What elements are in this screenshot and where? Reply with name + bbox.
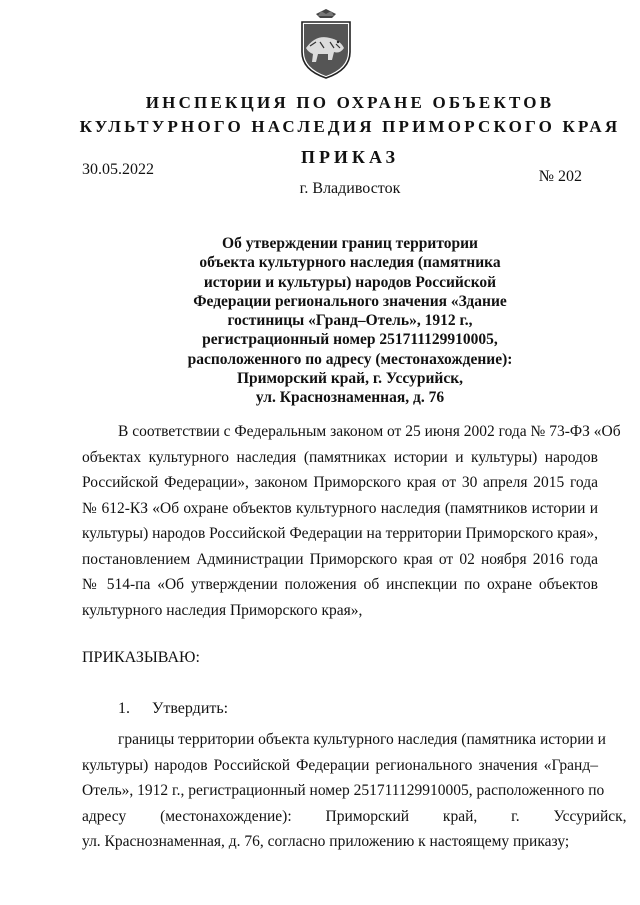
order-directive: ПРИКАЗЫВАЮ: [82, 649, 200, 666]
subject-line: объекта культурного наследия (памятника [199, 254, 501, 272]
subject-line: Приморский край, г. Уссурийск, [236, 370, 464, 388]
primorsky-coat-of-arms-emblem [296, 8, 356, 80]
subject-line: ул. Краснознаменная, д. 76 [255, 389, 445, 407]
subject-line: регистрационный номер 251711129910005, [202, 331, 498, 349]
list-item-label: Утвердить: [152, 700, 229, 717]
paragraph-line: культурного наследия Приморского края», [82, 601, 363, 619]
paragraph-line: ул. Краснознаменная, д. 76, согласно приложению к настоящему приказу; [82, 833, 570, 850]
paragraph-line: культуры) народов Российской Федерации на территории Приморского края», [82, 525, 598, 542]
list-item-number: 1. [118, 700, 130, 717]
document-subject [60, 234, 640, 408]
paragraph-line: границы территории объекта культурного наследия (памятника истории и [118, 731, 606, 748]
subject-line: Федерации регионального значения «Здание [193, 292, 507, 310]
document-city: г. Владивосток [299, 180, 401, 197]
organization-name-line-2: КУЛЬТУРНОГО НАСЛЕДИЯ ПРИМОРСКОГО КРАЯ [79, 117, 621, 136]
document-type-title: ПРИКАЗ [300, 147, 400, 167]
document-date: 30.05.2022 [82, 161, 154, 178]
subject-line: Об утверждении границ территории [222, 235, 478, 252]
paragraph-line: В соответствии с Федеральным законом от 25 июня 2002 года № 73-ФЗ «Об [118, 423, 621, 440]
subject-line: гостиницы «Гранд–Отель», 1912 г., [227, 312, 473, 330]
paragraph-line: № 612-КЗ «Об охране объектов культурного наследия (памятников истории и [82, 499, 598, 517]
paragraph-line: Российской Федерации», законом Приморского края от 30 апреля 2015 года [82, 474, 598, 491]
subject-line: истории и культуры) народов Российской [203, 273, 497, 291]
subject-line: расположенного по адресу (местонахождение): [187, 350, 513, 368]
preamble-paragraph [82, 419, 621, 623]
list-item-1-heading [118, 700, 228, 718]
paragraph-line: объектах культурного наследия (памятниках истории и культуры) народов [82, 448, 598, 466]
item-1-paragraph [82, 727, 627, 855]
paragraph-line: № 514-па «Об утверждении положения об инспекции по охране объектов [82, 576, 598, 593]
paragraph-line: культуры) народов Российской Федерации регионального значения «Гранд– [82, 756, 598, 774]
paragraph-line: Отель», 1912 г., регистрационный номер 251711129910005, расположенного по [82, 782, 605, 799]
organization-name-line-1: ИНСПЕКЦИЯ ПО ОХРАНЕ ОБЪЕКТОВ [145, 93, 555, 112]
paragraph-line: постановлением Администрации Приморского края от 02 ноября 2016 года [82, 550, 598, 568]
paragraph-line: адресу (местонахождение): Приморский край, г. Уссурийск, [82, 807, 627, 825]
document-number: № 202 [538, 168, 582, 185]
